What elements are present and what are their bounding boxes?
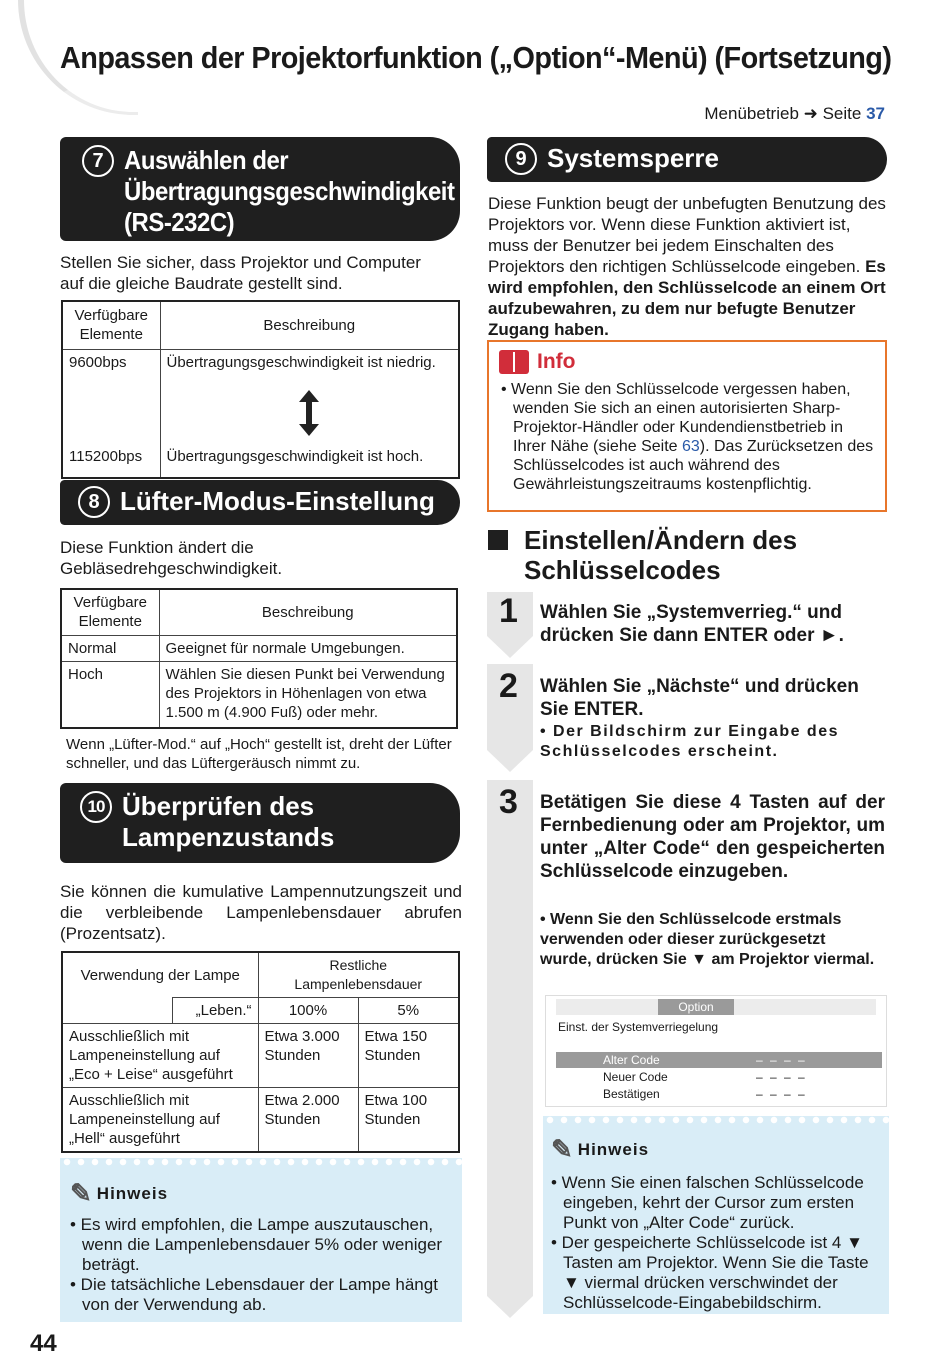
book-icon [499, 350, 529, 374]
step-number: 3 [499, 783, 518, 821]
section-10-intro: Sie können die kumulative Lampennutzungszeit und die verbleibende Lampenlebensdauer abrufen (Prozentsatz). [60, 882, 462, 943]
hint-bullet: • Der gespeicherte Schlüsselcode ist 4 ▼ Tasten am Projektor. Wenn Sie die Taste ▼ viermal drücken verschwindet der Schlüsselcode-Eingabebildschirm. [551, 1233, 869, 1312]
table-header: Verfügbare Elemente [62, 301, 160, 349]
section-number: 9 [505, 143, 537, 175]
table-cell: Etwa 100 Stunden [358, 1088, 459, 1153]
table-header: Beschreibung [159, 589, 457, 635]
osd-value: – – – – [756, 1087, 807, 1101]
section-8-header [60, 480, 460, 525]
table-cell: Übertragungsgeschwindigkeit ist niedrig. [160, 349, 459, 387]
system-lock-osd [545, 995, 887, 1107]
subsection-title-line: Einstellen/Ändern des [524, 525, 798, 555]
table-cell: Hoch [61, 661, 159, 728]
info-text: ). Das Zurücksetzen des Schlüsselcodes ist auch während des Gewährleistungszeitraums kostenpflichtig. [513, 438, 874, 493]
section-title: Systemsperre [547, 143, 719, 173]
info-header [499, 350, 875, 374]
hint-bullet: • Die tatsächliche Lebensdauer der Lampe hängt von der Verwendung ab. [70, 1275, 438, 1314]
fan-mode-note: Wenn „Lüfter-Mod.“ auf „Hoch“ gestellt ist, dreht der Lüfter schneller, und das Lüftergeräusch nimmt zu. [66, 736, 452, 772]
intro-bold-text: Es wird empfohlen, den Schlüsselcode an einem Ort aufzubewahren, zu dem nur befugte Benutzer Zugang haben. [488, 257, 886, 339]
table-header: Verwendung der Lampe [62, 952, 258, 998]
hint-title: Hinweis [96, 1183, 169, 1203]
square-bullet-icon [488, 530, 508, 550]
info-title: Info [537, 350, 576, 373]
step-2-text: Wählen Sie „Nächste“ und drücken Sie ENTER. [540, 676, 859, 720]
osd-label: Alter Code [603, 1053, 660, 1067]
menu-reference [704, 104, 885, 124]
table-header: „Leben.“ [172, 998, 258, 1024]
pencil-icon: ✎ [551, 1134, 574, 1164]
table-header: 5% [358, 998, 459, 1024]
section-title-line: (RS-232C) [124, 207, 235, 237]
step-2-subnote: • Der Bildschirm zur Eingabe des Schlüsselcodes erscheint. [540, 723, 839, 760]
osd-row-new-code[interactable] [556, 1069, 882, 1085]
osd-value: – – – – [756, 1053, 807, 1067]
page-number: 44 [30, 1330, 57, 1357]
table-cell: 115200bps [62, 444, 160, 478]
section-number: 8 [78, 486, 110, 518]
hint-bullet: • Es wird empfohlen, die Lampe auszutauschen, wenn die Lampenlebensdauer 5% oder weniger beträgt. [70, 1215, 443, 1274]
table-header: Verfügbare Elemente [61, 589, 159, 635]
step-3-subnote: • Wenn Sie den Schlüsselcode erstmals verwenden oder dieser zurückgesetzt wurde, drücken Sie ▼ am Projektor viermal. [540, 911, 875, 968]
hint-header [60, 1166, 462, 1209]
section-9-header [487, 137, 887, 182]
table-cell: Ausschließlich mit Lampeneinstellung auf „Eco + Leise“ ausgeführt [62, 1024, 258, 1088]
info-page-link[interactable]: 63 [681, 438, 700, 455]
lamp-life-table [61, 951, 460, 1153]
table-header: 100% [258, 998, 358, 1024]
section-title-line: Auswählen der [124, 145, 289, 175]
hint-title: Hinweis [577, 1139, 650, 1159]
baudrate-table [61, 300, 460, 479]
section-title-line: Übertragungsgeschwindigkeit [124, 176, 455, 206]
subsection-title-line: Schlüsselcodes [524, 555, 721, 585]
table-cell: Ausschließlich mit Lampeneinstellung auf „Hell“ ausgeführt [62, 1088, 258, 1153]
info-text: • Wenn Sie den Schlüsselcode vergessen haben, wenden Sie sich an einen autorisierten Sharp-Projektor-Händler oder Kundendienstbetrieb in Ihrer Nähe (siehe Seite [501, 381, 851, 455]
intro-text: Diese Funktion beugt der unbefugten Benutzung des Projektors vor. Wenn diese Funktion aktiviert ist, muss der Benutzer bei jedem Einschalten des Projektors den richtigen Schlüsselcode eingeben. [488, 194, 886, 276]
section-title-line: Überprüfen des [122, 791, 315, 821]
step-number: 2 [499, 667, 518, 705]
hint-header [543, 1124, 889, 1165]
intro-line: auf die gleiche Baudrate gestellt sind. [60, 274, 343, 293]
table-header: Restliche Lampenlebensdauer [258, 952, 459, 998]
section-title-line: Lampenzustands [122, 822, 335, 852]
hint-bullet: • Wenn Sie einen falschen Schlüsselcode eingeben, kehrt der Cursor zum ersten Punkt von „Alter Code“ zurück. [551, 1173, 864, 1232]
table-header: Beschreibung [160, 301, 459, 349]
table-cell: 9600bps [62, 349, 160, 387]
hint-box-left [60, 1158, 462, 1322]
table-cell: Übertragungsgeschwindigkeit ist hoch. [160, 444, 459, 478]
osd-row-old-code[interactable] [556, 1052, 882, 1068]
menu-reference-text: Menübetrieb ➜ Seite [704, 104, 862, 123]
page-title: Anpassen der Projektorfunktion („Option“-Menü) (Fortsetzung) [60, 40, 892, 75]
step-3-text: Betätigen Sie diese 4 Tasten auf der Fernbedienung oder am Projektor, um unter „Alter Code“ den gespeicherten Schlüsselcode einzugeben. [540, 792, 885, 882]
pencil-icon: ✎ [70, 1178, 93, 1208]
subsection-heading [488, 525, 797, 585]
up-down-arrow-icon [299, 390, 319, 436]
section-8-intro [60, 537, 460, 579]
table-cell: Wählen Sie diesen Punkt bei Verwendung des Projektors in Höhenlagen von etwa 1.500 m (4.900 Fuß) oder mehr. [159, 661, 457, 728]
table-cell: Etwa 2.000 Stunden [258, 1088, 358, 1153]
section-7-intro [60, 252, 465, 294]
table-cell: Normal [61, 635, 159, 661]
osd-label: Bestätigen [603, 1087, 660, 1101]
table-cell: Geeignet für normale Umgebungen. [159, 635, 457, 661]
hint-box-right [543, 1116, 889, 1314]
table-cell: Etwa 150 Stunden [358, 1024, 459, 1088]
intro-line: Diese Funktion ändert die [60, 538, 254, 557]
step-3-marker [487, 780, 533, 1318]
section-7-header [60, 137, 460, 241]
section-10-header [60, 783, 460, 863]
osd-value: – – – – [756, 1070, 807, 1084]
table-cell: Etwa 3.000 Stunden [258, 1024, 358, 1088]
section-9-intro [488, 193, 888, 340]
info-box [487, 340, 887, 512]
osd-label: Neuer Code [603, 1070, 668, 1084]
osd-heading: Einst. der Systemverriegelung [558, 1020, 719, 1034]
intro-line: Gebläsedrehgeschwindigkeit. [60, 559, 283, 578]
intro-line: Stellen Sie sicher, dass Projektor und Computer [60, 253, 421, 272]
osd-row-confirm[interactable] [556, 1086, 882, 1102]
section-number: 7 [82, 145, 114, 177]
menu-reference-page-link[interactable]: 37 [866, 104, 885, 123]
section-title: Lüfter-Modus-Einstellung [120, 486, 435, 516]
info-bullet [499, 380, 875, 494]
step-1-text: Wählen Sie „Systemverrieg.“ und drücken Sie dann ENTER oder ►. [540, 602, 844, 646]
osd-tab[interactable]: Option [658, 999, 734, 1015]
step-number: 1 [499, 592, 518, 630]
fan-mode-table [60, 588, 458, 729]
section-number: 10 [80, 791, 112, 823]
